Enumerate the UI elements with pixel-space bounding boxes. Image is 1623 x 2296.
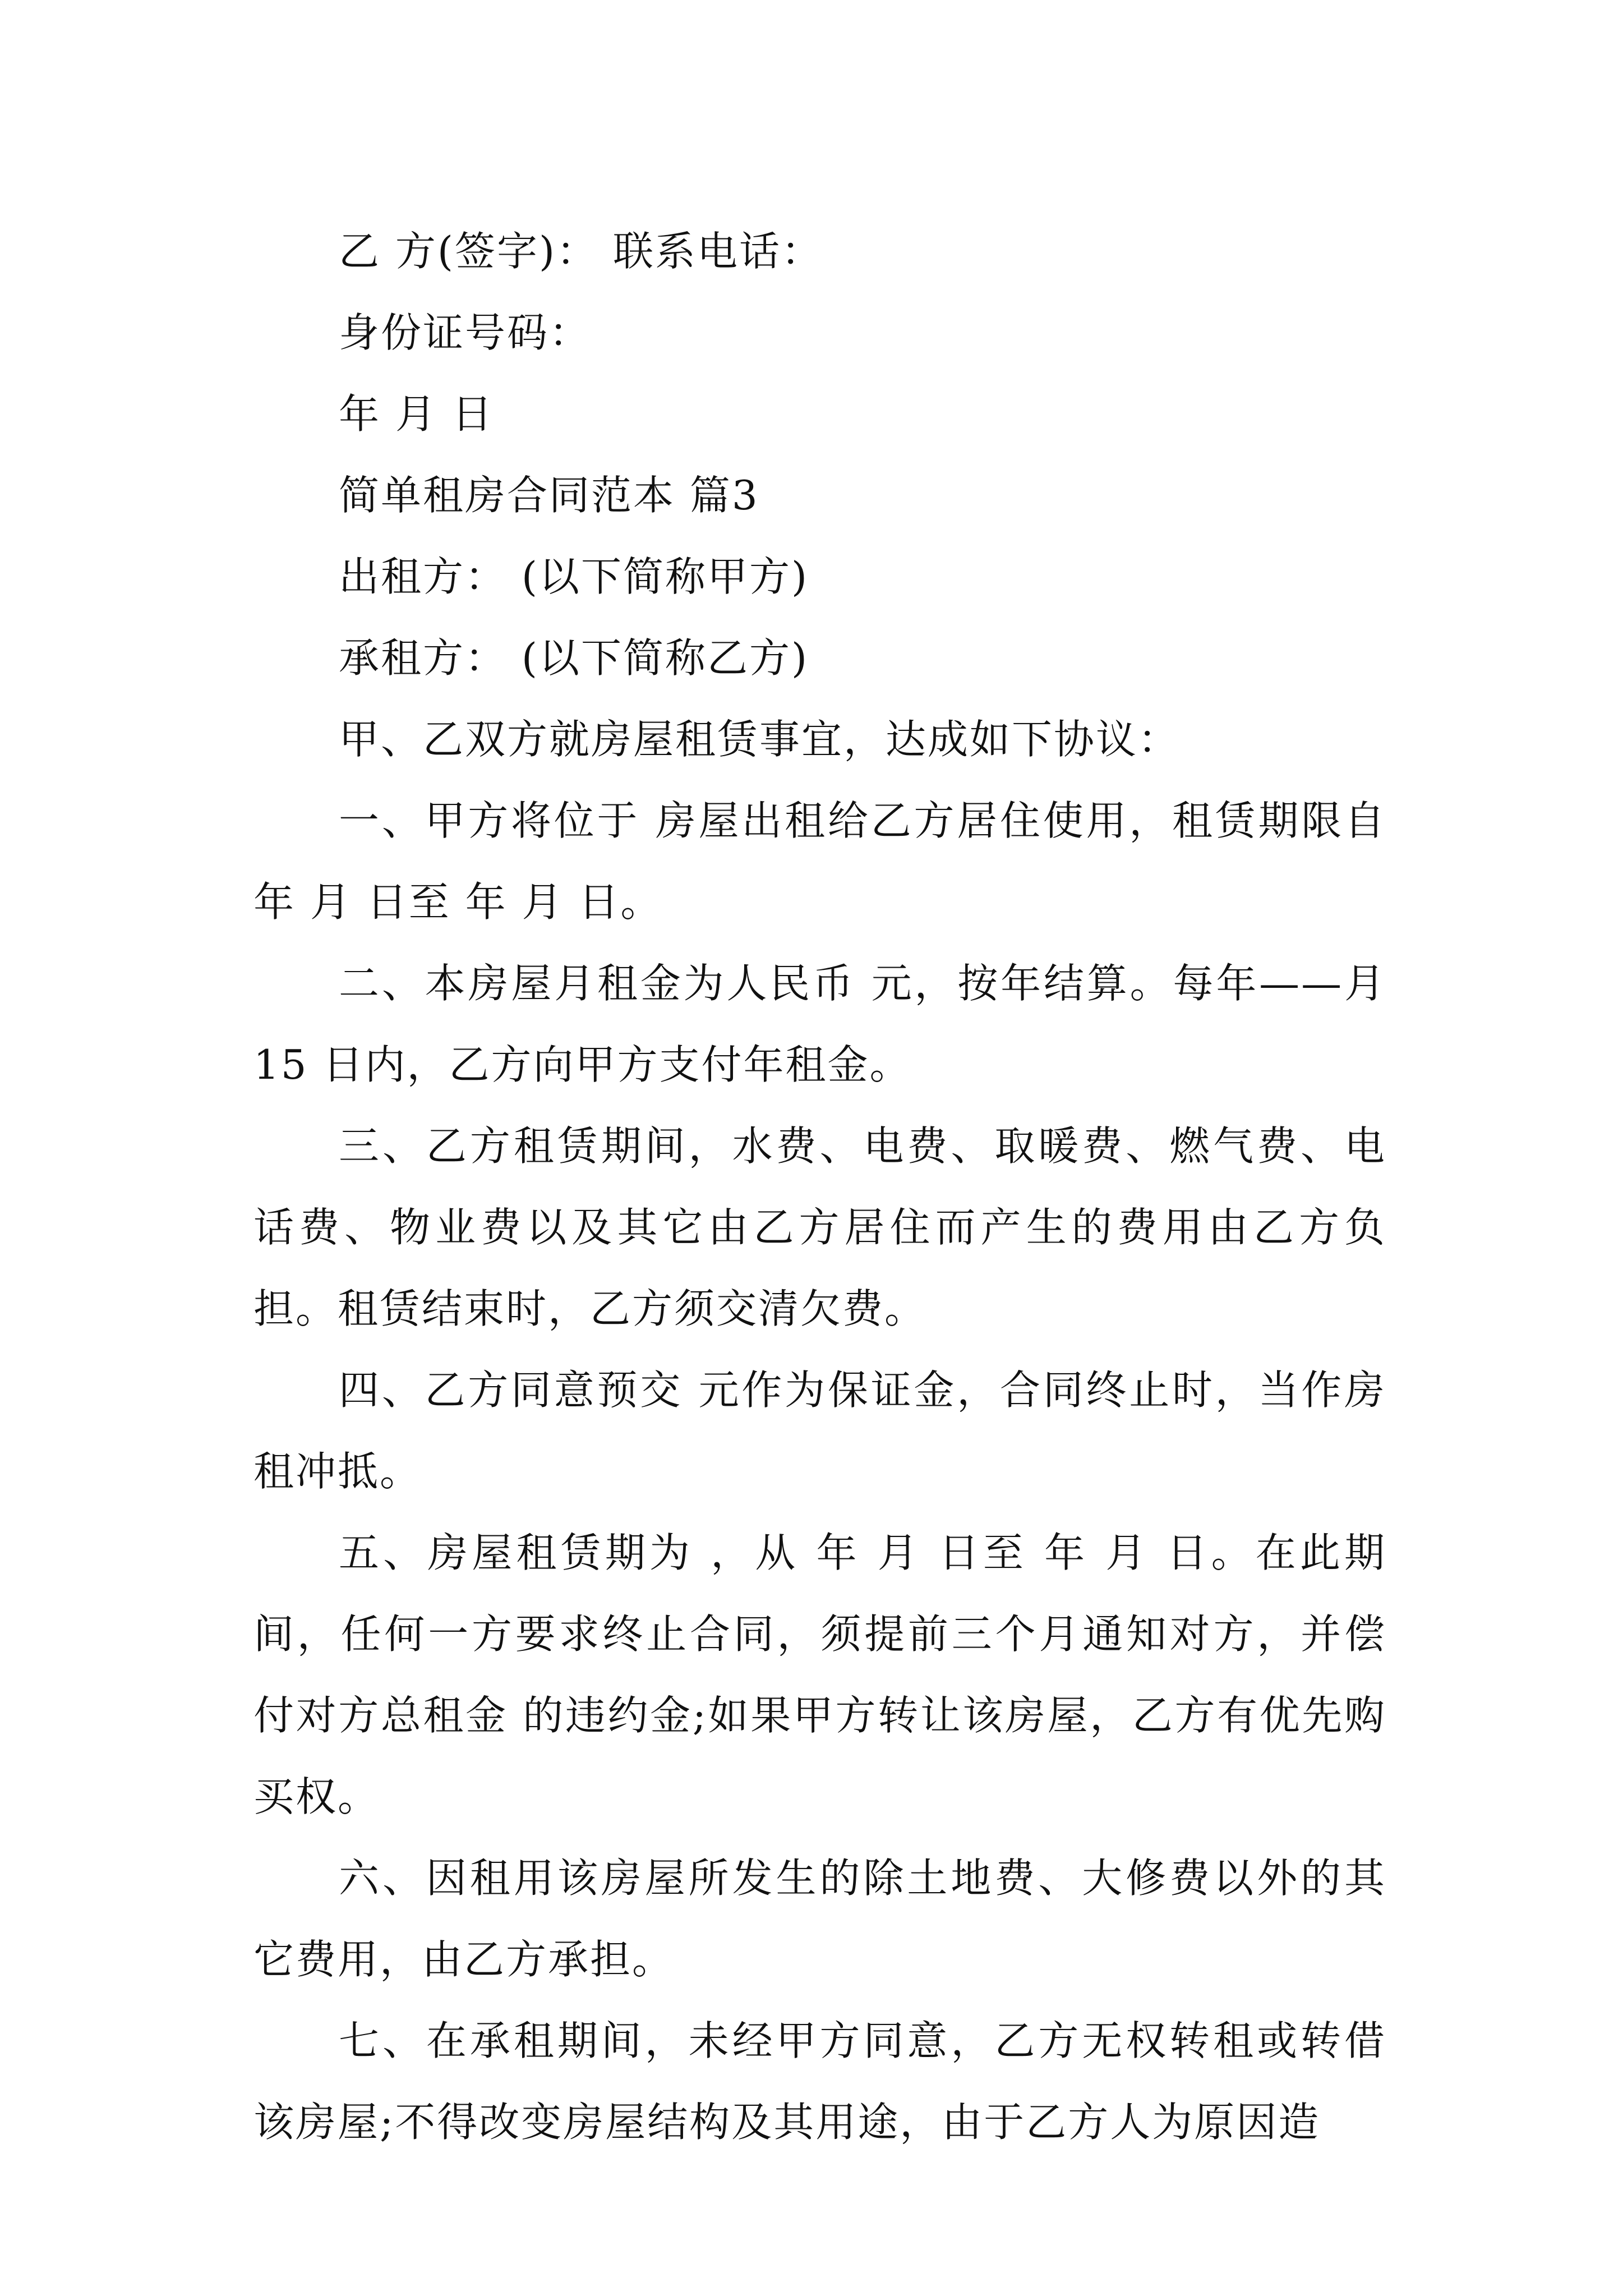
clause-6: 六、因租用该房屋所发生的除土地费、大修费以外的其它费用，由乙方承担。 (253, 1855, 1386, 1983)
clause-3: 三、乙方租赁期间，水费、电费、取暖费、燃气费、电话费、物业费以及其它由乙方居住而产生的费用由乙方负担。租赁结束时，乙方须交清欠费。 (253, 1122, 1386, 1332)
section-title: 简单租房合同范本 篇3 (339, 472, 759, 519)
clause-2: 二、本房屋月租金为人民币 元，按年结算。每年——月 15 日内，乙方向甲方支付年租金。 (253, 960, 1386, 1088)
party-b-signature-line: 乙 方(签字)： 联系电话： (339, 228, 823, 275)
clause-5: 五、房屋租赁期为 ，从 年 月 日至 年 月 日。在此期间，任何一方要求终止合同，须提前三个月通知对方，并偿付对方总租金 的违约金;如果甲方转让该房屋，乙方有优先购买权。 (253, 1529, 1386, 1820)
document-body (253, 211, 1386, 2163)
lessee-line: 承租方： (以下简称乙方) (339, 634, 809, 682)
date-line: 年 月 日 (339, 390, 494, 438)
agreement-intro: 甲、乙双方就房屋租赁事宜，达成如下协议： (339, 716, 1181, 763)
clause-1: 一、甲方将位于 房屋出租给乙方居住使用，租赁期限自 年 月 日至 年 月 日。 (253, 797, 1386, 926)
clause-4: 四、乙方同意预交 元作为保证金，合同终止时，当作房租冲抵。 (253, 1366, 1386, 1495)
clause-7: 七、在承租期间，未经甲方同意，乙方无权转租或转借该房屋;不得改变房屋结构及其用途，由于乙方人为原因造 (253, 2017, 1386, 2146)
id-number-line: 身份证号码： (339, 309, 592, 356)
lessor-line: 出租方： (以下简称甲方) (339, 553, 809, 600)
